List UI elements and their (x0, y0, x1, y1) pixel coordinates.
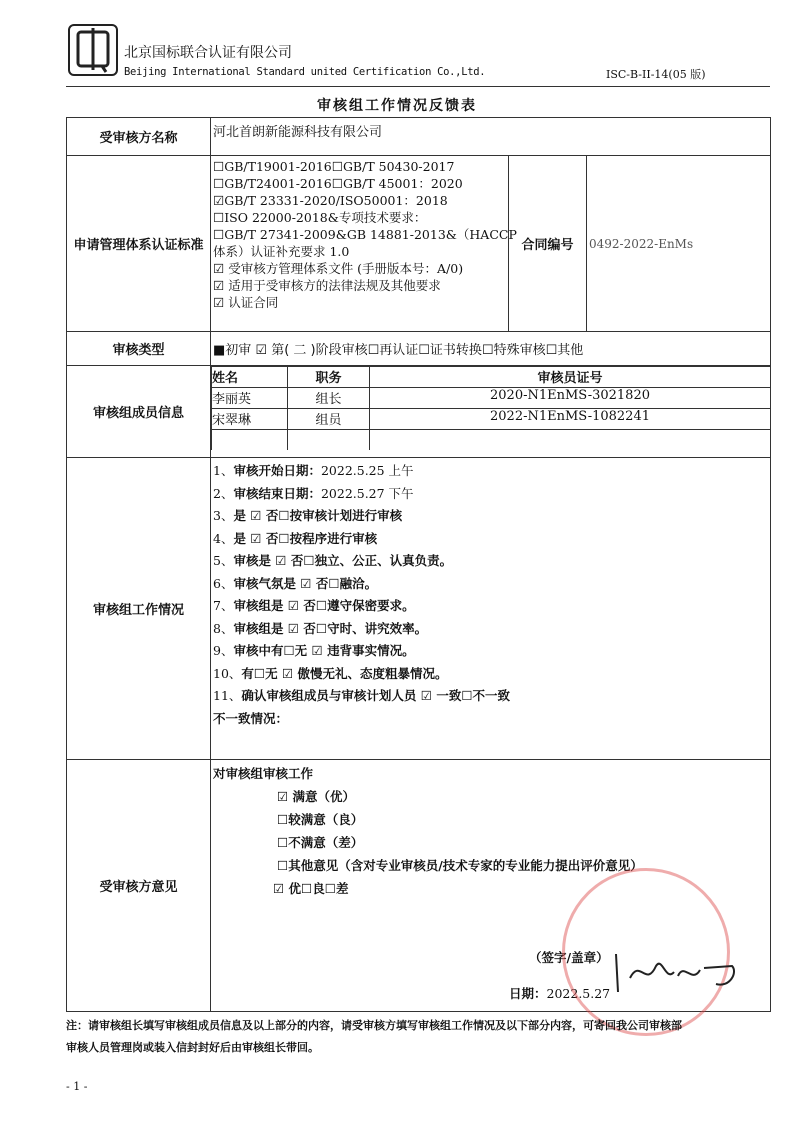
standard-line: ☑ 适用于受审核方的法律法规及其他要求 (213, 278, 441, 293)
members-header-role: 职务 (288, 367, 370, 388)
member-role: 组长 (288, 388, 370, 409)
standard-line: ☑ 认证合同 (213, 295, 279, 310)
page-number: - 1 - (66, 1080, 88, 1093)
work-label: 审核组工作情况 (67, 458, 211, 760)
opinion-label: 受审核方意见 (67, 760, 211, 1012)
list-item: 10、有☐无 ☑ 傲慢无礼、态度粗暴情况。 (213, 665, 448, 681)
date-label: 日期： (509, 986, 547, 1001)
standard-line: ☐GB/T19001-2016☐GB/T 50430-2017 (213, 159, 455, 174)
member-cert: 2022-N1EnMS-1082241 (370, 409, 771, 430)
standard-line: ☑ 受审核方管理体系文件 (手册版本号：A/0) (213, 261, 464, 276)
opinion-option: ☐较满意（良） (277, 812, 364, 827)
header-divider (66, 86, 770, 87)
table-row (212, 430, 771, 451)
standard-line: ☐GB/T24001-2016☐GB/T 45001：2020 (213, 176, 463, 191)
members-header-name: 姓名 (212, 367, 288, 388)
work-items (211, 458, 771, 760)
audit-type-label: 审核类型 (67, 332, 211, 366)
standard-line: ☐GB/T 27341-2009&GB 14881-2013&（HACCP (213, 227, 517, 242)
opinion-option: ☐不满意（差） (277, 835, 364, 850)
members-label: 审核组成员信息 (67, 366, 211, 458)
logo-icon (70, 26, 116, 74)
members-header-cert: 审核员证号 (370, 367, 771, 388)
member-name: 宋翠琳 (212, 409, 288, 430)
document-code: ISC-B-II-14(05 版) (606, 68, 706, 81)
members-cell (211, 366, 771, 458)
company-name-cn: 北京国标联合认证有限公司 (124, 45, 292, 61)
list-item: 不一致情况： (213, 710, 289, 726)
list-item: 5、审核是 ☑ 否☐独立、公正、认真负责。 (213, 553, 453, 568)
standard-line: ☑GB/T 23331-2020/ISO50001：2018 (213, 193, 448, 208)
company-name-en: Beijing International Standard united Certification Co.,Ltd. (124, 66, 486, 78)
list-item: 11、确认审核组成员与审核计划人员 ☑ 一致☐不一致 (213, 688, 511, 703)
standard-line: 体系）认证补充要求 1.0 (213, 244, 350, 259)
table-row (212, 409, 771, 430)
standard-line: ☐ISO 22000-2018&专项技术要求： (213, 210, 427, 225)
date-value: 2022.5.27 (546, 986, 611, 1001)
footnote-line: 审核人员管理岗或装入信封封好后由审核组长带回。 (66, 1041, 319, 1054)
standard-label: 申请管理体系认证标准 (67, 156, 211, 332)
company-logo (68, 24, 118, 76)
sign-label: （签字/盖章） (529, 950, 609, 965)
opinion-grade: ☑ 优☐良☐差 (273, 881, 349, 896)
list-item: 3、是 ☑ 否☐按审核计划进行审核 (213, 508, 403, 523)
auditee-value: 河北首朗新能源科技有限公司 (211, 118, 771, 156)
list-item: 7、审核组是 ☑ 否☐遵守保密要求。 (213, 598, 415, 613)
list-item: 4、是 ☑ 否☐按程序进行审核 (213, 530, 378, 546)
member-cert: 2020-N1EnMS-3021820 (370, 388, 771, 409)
opinion-title: 对审核组审核工作 (213, 766, 314, 781)
list-item: 6、审核气氛是 ☑ 否☐融洽。 (213, 575, 378, 591)
member-role: 组员 (288, 409, 370, 430)
footnote-line: 注：请审核组长填写审核组成员信息及以上部分的内容，请受审核方填写审核组工作情况及以下部分内容，可寄回我公司审核部 (66, 1019, 682, 1032)
opinion-option: ☑ 满意（优） (277, 789, 356, 804)
handwritten-signature (612, 948, 742, 998)
opinion-option: ☐其他意见（含对专业审核员/技术专家的专业能力提出评价意见） (277, 858, 643, 873)
table-row (212, 388, 771, 409)
list-item: 2、审核结束日期：2022.5.27 下午 (213, 485, 414, 501)
page-title: 审核组工作情况反馈表 (317, 98, 477, 114)
contract-value: 0492-2022-EnMs (587, 156, 771, 332)
contract-label: 合同编号 (509, 156, 587, 332)
footnote (66, 1015, 776, 1059)
list-item: 9、审核中有☐无 ☑ 违背事实情况。 (213, 643, 415, 658)
standard-options (211, 156, 517, 332)
list-item: 8、审核组是 ☑ 否☐守时、讲究效率。 (213, 620, 428, 636)
members-table (211, 366, 770, 450)
member-name: 李丽英 (212, 388, 288, 409)
auditee-label: 受审核方名称 (67, 118, 211, 156)
audit-type-value: ■初审 ☑ 第( 二 )阶段审核☐再认证☐证书转换☐特殊审核☐其他 (211, 332, 771, 366)
list-item: 1、审核开始日期：2022.5.25 上午 (213, 463, 414, 478)
